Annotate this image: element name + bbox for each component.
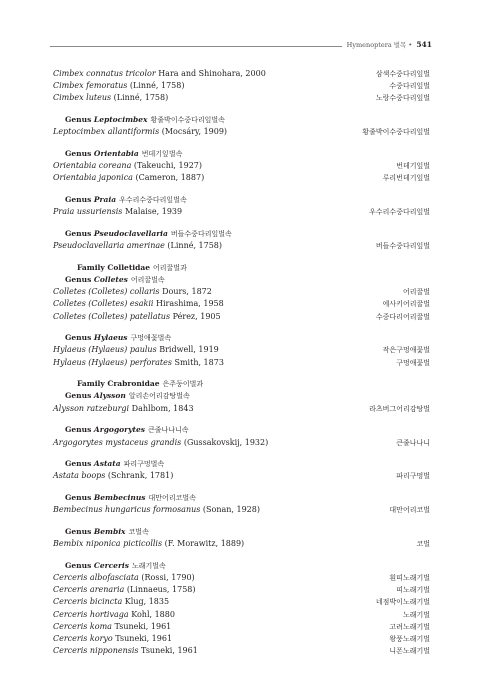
species-row [53,160,430,172]
genus-name: Hylaeus [93,333,128,343]
species-row [53,596,430,608]
species-scientific-name: Cerceris albofasciata [53,573,139,582]
section-gap [53,323,430,333]
genus-prefix: Genus [65,391,94,401]
species-korean-name: 큰줄나나니 [396,438,430,447]
genus-korean-name: 큰줄나나니속 [147,426,189,435]
species-author: (Cameron, 1887) [132,173,205,183]
species-scientific-name: Astata boops [53,471,106,481]
section-gap [53,415,430,425]
species-author: Hara and Shinohara, 2000 [155,69,266,78]
species-korean-name: 버들수중다리잎벌 [375,242,430,251]
section-gap [53,483,430,493]
species-korean-name: 라츠버그어리감탕벌 [369,404,430,413]
species-scientific-name: Cerceris bicincta [53,597,123,607]
section-gap [53,369,430,379]
species-row [53,633,430,645]
species-row [53,92,430,104]
species-author: Pérez, 1905 [170,311,221,321]
species-scientific-name: Pseudoclavellaria amerinae [53,241,165,251]
species-korean-name: 대만어리코벌 [389,506,430,515]
genus-prefix: Genus [65,195,94,204]
species-scientific-name: Hylaeus [53,357,86,367]
species-row [53,240,430,252]
genus-prefix: Genus [65,459,94,469]
species-list [53,68,430,657]
species-row [53,206,430,218]
species-author: (Linnaeus, 1758) [124,585,196,595]
genus-korean-name: 구멍애꽃벌속 [130,334,172,343]
species-scientific-name: Bembecinus hungaricus formosanus [53,505,201,515]
genus-heading [53,390,430,402]
species-row [53,470,430,482]
family-heading [53,378,430,390]
family-heading [53,262,430,274]
species-author: (F. Morawitz, 1889) [162,539,245,549]
species-row [53,298,430,310]
species-author: Tsuneki, 1961 [138,646,198,656]
species-row [53,538,430,550]
header-text [347,40,432,49]
species-korean-name: 작은구멍애꽃벌 [382,346,430,355]
section-gap [53,185,430,195]
genus-name: Cerceris [93,560,129,570]
species-row [53,68,430,80]
species-row [53,504,430,516]
genus-name: Alysson [93,391,126,401]
species-korean-name: 에사키어리꿀벌 [382,300,430,309]
species-korean-name: 코벌 [416,540,430,549]
genus-name: Bembecinus [93,493,146,503]
species-author: (Schrank, 1781) [105,471,174,481]
family-name: Family Crabronidae [77,379,160,389]
species-scientific-name: Colletes [53,299,86,309]
genus-name: Argogorytes [93,425,145,435]
genus-heading [53,458,430,470]
genus-heading [53,194,430,206]
species-korean-name: 삼색수중다리잎벌 [375,70,430,78]
genus-prefix: Genus [65,274,94,284]
species-author: Bridwell, 1919 [156,345,219,355]
genus-korean-name: 버들수중다리잎벌속 [170,229,232,238]
genus-heading [53,228,430,240]
species-korean-name: 수중다리어리꿀벌 [375,312,430,321]
genus-korean-name: 번데기잎벌속 [141,149,183,158]
genus-heading [53,492,430,504]
species-subgenus-epithet: (Colletes) esakii [88,299,154,309]
species-row [53,286,430,298]
species-subgenus-epithet: (Hylaeus) perforates [88,357,172,367]
species-row [53,609,430,621]
species-row [53,126,430,138]
genus-korean-name: 파리구멍벌속 [123,460,165,469]
species-row [53,344,430,356]
species-author: (Takeuchi, 1927) [131,161,202,171]
species-row [53,311,430,323]
section-gap [53,449,430,459]
header-title: Hymenoptera 벌목 [346,41,407,49]
genus-heading [53,114,430,126]
genus-korean-name: 알리손어리감탕벌속 [128,392,190,401]
genus-heading [53,526,430,538]
genus-prefix: Genus [65,526,94,536]
section-gap [53,550,430,560]
species-author: Kohl, 1880 [128,609,175,619]
species-korean-name: 번데기잎벌 [396,162,430,171]
species-row [53,403,430,415]
genus-prefix: Genus [65,228,94,238]
genus-korean-name: 우수리수중다리잎벌속 [119,196,187,204]
species-korean-name: 고려노래기벌 [389,622,430,631]
species-scientific-name: Cerceris arenaria [53,585,125,595]
species-scientific-name: Orientabia japonica [53,173,133,183]
species-scientific-name: Argogorytes mystaceus grandis [53,437,182,447]
species-author: Dahlbom, 1843 [129,403,194,413]
species-scientific-name: Cerceris koryo [53,633,113,643]
section-gap [53,516,430,526]
species-author: Malaise, 1939 [122,207,183,217]
species-author: Tsuneki, 1961 [111,621,172,631]
genus-prefix: Genus [65,425,94,435]
header-bullet: • [408,41,413,49]
species-korean-name: 띠노래기벌 [396,586,430,595]
section-gap [53,218,430,228]
species-korean-name: 우수리수중다리잎벌 [369,208,430,217]
species-korean-name: 노래기벌 [402,610,430,619]
family-name: Family Colletidae [77,262,151,272]
species-author: (Linné, 1758) [111,93,169,103]
page-number: 541 [416,40,432,49]
species-scientific-name: Colletes [53,311,86,321]
species-scientific-name: Orientabia coreana [53,161,132,171]
species-subgenus-epithet: (Hylaeus) paulus [88,345,157,355]
genus-korean-name: 대만어리코벌속 [148,494,196,503]
genus-name: Orientabia [93,148,139,158]
genus-name: Colletes [93,274,128,284]
species-korean-name: 노랑수중다리잎벌 [375,94,430,103]
species-korean-name: 네점박이노래기벌 [375,598,430,607]
genus-prefix: Genus [65,333,94,343]
species-scientific-name: Cerceris hortivaga [53,609,129,619]
genus-korean-name: 어리꿀벌속 [130,275,165,284]
genus-prefix: Genus [65,115,94,125]
species-author: Tsuneki, 1961 [112,633,173,643]
genus-prefix: Genus [65,148,94,158]
species-author: (Rossi, 1790) [138,573,195,582]
species-row [53,357,430,369]
header-rule [50,46,342,47]
species-subgenus-epithet: (Colletes) collaris [88,287,160,297]
species-author: Smith, 1873 [171,357,224,367]
section-gap [53,138,430,148]
genus-korean-name: 코벌속 [128,527,149,536]
species-author: (Mocsáry, 1909) [159,127,228,137]
genus-name: Pseudoclavellaria [93,228,168,238]
species-scientific-name: Cerceris nipponensis [53,646,139,656]
species-row [53,572,430,584]
species-korean-name: 수중다리잎벌 [389,82,430,91]
species-row [53,584,430,596]
species-author: Hirashima, 1958 [153,299,224,309]
species-row [53,621,430,633]
genus-korean-name: 황줄박이수중다리잎벌속 [150,116,225,125]
genus-korean-name: 노래기벌속 [131,561,166,570]
genus-prefix: Genus [65,493,94,503]
species-scientific-name: Cimbex luteus [53,93,112,103]
species-scientific-name: Hylaeus [53,345,86,355]
species-korean-name: 구멍애꽃벌 [396,358,430,367]
species-row [53,80,430,92]
genus-heading [53,560,430,572]
species-scientific-name: Bembix niponica picticollis [53,539,163,549]
genus-name: Praia [93,195,117,204]
species-korean-name: 황줄박이수중다리잎벌 [362,128,430,137]
genus-name: Astata [93,459,121,469]
species-korean-name: 루리번데기잎벌 [382,174,430,183]
species-author: Dours, 1872 [159,287,212,297]
family-korean-name: 은주둥이벌과 [162,380,204,389]
species-scientific-name: Cimbex femoratus [53,81,128,91]
species-korean-name: 파리구멍벌 [396,472,430,481]
genus-heading [53,424,430,436]
family-korean-name: 어리꿀벌과 [153,263,187,272]
species-scientific-name: Alysson ratzeburgi [53,403,130,413]
species-korean-name: 흰띠노래기벌 [389,574,430,582]
species-row [53,172,430,184]
species-korean-name: 어리꿀벌 [402,288,430,297]
species-row [53,645,430,657]
genus-heading [53,274,430,286]
species-author: (Linné, 1758) [127,81,185,91]
running-header [50,40,432,52]
section-gap [53,105,430,115]
species-korean-name: 왕풍노래기벌 [389,634,430,643]
species-author: (Gussakovskij, 1932) [181,437,269,447]
section-gap [53,252,430,262]
species-row [53,437,430,449]
species-author: (Sonan, 1928) [200,505,260,515]
species-scientific-name: Leptocimbex allantiformis [53,127,160,137]
species-scientific-name: Colletes [53,287,86,297]
species-korean-name: 니폰노래기벌 [389,647,430,656]
species-author: (Linné, 1758) [164,241,223,251]
genus-name: Bembix [93,526,126,536]
species-subgenus-epithet: (Colletes) patellatus [88,311,171,321]
genus-heading [53,148,430,160]
genus-heading [53,332,430,344]
species-scientific-name: Cimbex connatus tricolor [53,69,156,78]
species-scientific-name: Praia ussuriensis [53,207,123,217]
species-scientific-name: Cerceris koma [53,621,112,631]
genus-prefix: Genus [65,560,94,570]
genus-name: Leptocimbex [93,115,148,125]
species-author: Klug, 1835 [122,597,170,607]
